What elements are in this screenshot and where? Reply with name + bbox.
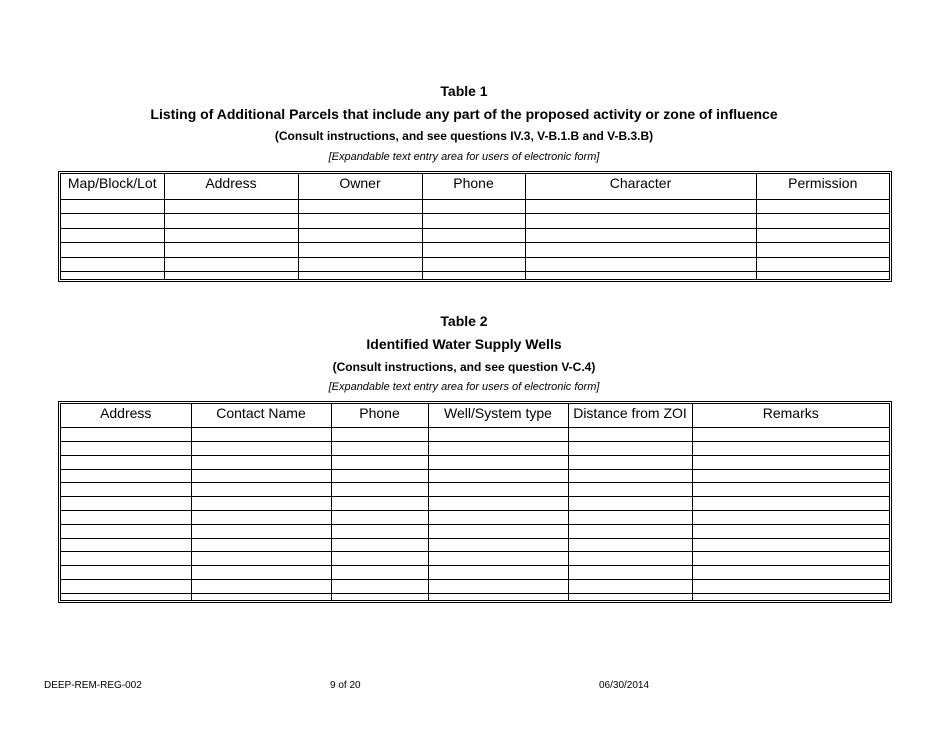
table1-cell[interactable]: [525, 214, 756, 229]
table2-cell[interactable]: [428, 538, 568, 552]
table1-row: [61, 192, 889, 199]
table2-cell[interactable]: [428, 469, 568, 483]
table1-row: [61, 214, 889, 229]
table1-cell[interactable]: [756, 192, 889, 199]
table2-row: [61, 566, 889, 580]
table2-cell[interactable]: [568, 593, 692, 600]
table2-cell[interactable]: [61, 455, 191, 469]
table1-cell[interactable]: [422, 192, 525, 199]
table1-subtitle: (Consult instructions, and see questions IV.3, V-B.1.B and V-B.3.B): [274, 129, 654, 143]
table2-cell[interactable]: [191, 593, 331, 600]
table2-cell[interactable]: [61, 510, 191, 524]
table2-row: [61, 442, 889, 456]
table1-cell[interactable]: [298, 257, 422, 272]
table2-cell[interactable]: [331, 552, 428, 566]
table2-row: [61, 510, 889, 524]
table2-row: [61, 428, 889, 442]
table1-row: [61, 257, 889, 272]
table1-cell[interactable]: [298, 228, 422, 243]
table2-cell[interactable]: [331, 579, 428, 593]
table1-cell[interactable]: [422, 228, 525, 243]
table2-cell[interactable]: [692, 552, 889, 566]
table2-cell[interactable]: [692, 566, 889, 580]
table2-cell[interactable]: [191, 421, 331, 428]
table1-row: [61, 228, 889, 243]
table2-cell[interactable]: [692, 428, 889, 442]
table2-cell[interactable]: [61, 524, 191, 538]
table1-cell[interactable]: [298, 272, 422, 279]
table2-cell[interactable]: [692, 483, 889, 497]
table2-cell[interactable]: [331, 593, 428, 600]
table1-cell[interactable]: [61, 243, 164, 258]
table2-cell[interactable]: [331, 524, 428, 538]
table1-cell[interactable]: [164, 257, 298, 272]
table2-col-well-system-type: Well/System type: [428, 404, 568, 421]
table1-row: [61, 243, 889, 258]
table1-col-address: Address: [164, 174, 298, 192]
table2-row: [61, 455, 889, 469]
table1-col-phone: Phone: [422, 174, 525, 192]
table2-water-wells: [58, 401, 892, 603]
table1-cell[interactable]: [422, 243, 525, 258]
table2-row: [61, 538, 889, 552]
table1-col-permission: Permission: [756, 174, 889, 192]
table2-number: Table 2: [440, 313, 488, 329]
table1-cell[interactable]: [61, 228, 164, 243]
table1-cell[interactable]: [525, 192, 756, 199]
table2-cell[interactable]: [191, 566, 331, 580]
table2-note: [Expandable text entry area for users of electronic form]: [328, 381, 600, 393]
table2-cell[interactable]: [692, 442, 889, 456]
table2-cell[interactable]: [568, 524, 692, 538]
table2-cell[interactable]: [191, 579, 331, 593]
footer-form-id: DEEP-REM-REG-002: [44, 680, 142, 691]
table1-cell[interactable]: [525, 272, 756, 279]
table2-cell[interactable]: [191, 510, 331, 524]
table2-cell[interactable]: [692, 538, 889, 552]
table2-cell[interactable]: [331, 421, 428, 428]
table2-cell[interactable]: [568, 538, 692, 552]
table2-col-remarks: Remarks: [692, 404, 889, 421]
table2-cell[interactable]: [568, 421, 692, 428]
table2-cell[interactable]: [331, 442, 428, 456]
table2-row: [61, 593, 889, 600]
table1-cell[interactable]: [164, 272, 298, 279]
table1-cell[interactable]: [61, 257, 164, 272]
table2-cell[interactable]: [61, 497, 191, 511]
table2-cell[interactable]: [331, 510, 428, 524]
table2-row: [61, 497, 889, 511]
table1-cell[interactable]: [756, 243, 889, 258]
table2-cell[interactable]: [428, 455, 568, 469]
table1-cell[interactable]: [756, 272, 889, 279]
table2-cell[interactable]: [692, 524, 889, 538]
table1-cell[interactable]: [422, 272, 525, 279]
table2-cell[interactable]: [568, 442, 692, 456]
table2-cell[interactable]: [331, 497, 428, 511]
table1-cell[interactable]: [422, 199, 525, 214]
table2-cell[interactable]: [61, 579, 191, 593]
table2-cell[interactable]: [568, 483, 692, 497]
table2-cell[interactable]: [191, 552, 331, 566]
table2-cell[interactable]: [191, 483, 331, 497]
table2-col-distance-from-zoi: Distance from ZOI: [568, 404, 692, 421]
table1-cell[interactable]: [61, 272, 164, 279]
table1-cell[interactable]: [61, 192, 164, 199]
table1-col-character: Character: [525, 174, 756, 192]
table1-note: [Expandable text entry area for users of electronic form]: [328, 151, 600, 163]
table2-row: [61, 524, 889, 538]
table2-cell[interactable]: [428, 566, 568, 580]
table2-cell[interactable]: [331, 428, 428, 442]
table2-cell[interactable]: [692, 421, 889, 428]
footer-date: 06/30/2014: [599, 680, 650, 691]
table2-cell[interactable]: [191, 469, 331, 483]
table2-cell[interactable]: [568, 566, 692, 580]
table2-cell[interactable]: [692, 455, 889, 469]
table2-title: Identified Water Supply Wells: [366, 336, 562, 352]
table2-cell[interactable]: [191, 538, 331, 552]
table2-cell[interactable]: [331, 566, 428, 580]
table2-cell[interactable]: [428, 524, 568, 538]
table2-cell[interactable]: [61, 552, 191, 566]
table1-cell[interactable]: [756, 257, 889, 272]
table1-cell[interactable]: [298, 192, 422, 199]
table2-cell[interactable]: [191, 524, 331, 538]
table2-cell[interactable]: [428, 483, 568, 497]
table1-cell[interactable]: [422, 214, 525, 229]
table2-cell[interactable]: [568, 510, 692, 524]
table2-cell[interactable]: [428, 442, 568, 456]
table2-col-phone: Phone: [331, 404, 428, 421]
table2-cell[interactable]: [331, 483, 428, 497]
table2-cell[interactable]: [428, 428, 568, 442]
table1-row: [61, 272, 889, 279]
table2-row: [61, 552, 889, 566]
table2-cell[interactable]: [428, 579, 568, 593]
table1-cell[interactable]: [756, 214, 889, 229]
table1-col-owner: Owner: [298, 174, 422, 192]
table1-cell[interactable]: [164, 199, 298, 214]
footer-page-number: 9 of 20: [330, 680, 361, 691]
table1-row: [61, 199, 889, 214]
table1-cell[interactable]: [525, 199, 756, 214]
table2-row: [61, 421, 889, 428]
table1-cell[interactable]: [422, 257, 525, 272]
table2-cell[interactable]: [428, 552, 568, 566]
table2-cell[interactable]: [61, 538, 191, 552]
table1-title: Listing of Additional Parcels that include any part of the proposed activity or zone of influence: [150, 106, 778, 122]
table2-cell[interactable]: [692, 469, 889, 483]
table1-cell[interactable]: [525, 257, 756, 272]
table2-cell[interactable]: [331, 455, 428, 469]
table2-cell[interactable]: [191, 497, 331, 511]
table1-cell[interactable]: [298, 214, 422, 229]
table2-col-contact-name: Contact Name: [191, 404, 331, 421]
table1-cell[interactable]: [525, 243, 756, 258]
table2-cell[interactable]: [568, 428, 692, 442]
table2-cell[interactable]: [61, 483, 191, 497]
table2-cell[interactable]: [428, 421, 568, 428]
table1-cell[interactable]: [164, 192, 298, 199]
table2-cell[interactable]: [568, 579, 692, 593]
table2-cell[interactable]: [61, 469, 191, 483]
table2-cell[interactable]: [692, 510, 889, 524]
table2-cell[interactable]: [191, 442, 331, 456]
table2-cell[interactable]: [568, 455, 692, 469]
table2-cell[interactable]: [568, 552, 692, 566]
table2-cell[interactable]: [568, 497, 692, 511]
table1-number: Table 1: [440, 83, 488, 99]
table2-cell[interactable]: [331, 469, 428, 483]
table2-cell[interactable]: [191, 455, 331, 469]
table2-cell[interactable]: [61, 442, 191, 456]
table1-cell[interactable]: [61, 214, 164, 229]
table1-cell[interactable]: [756, 199, 889, 214]
table1-cell[interactable]: [61, 199, 164, 214]
table2-cell[interactable]: [61, 428, 191, 442]
table2-cell[interactable]: [61, 566, 191, 580]
table2-cell[interactable]: [568, 469, 692, 483]
table2-subtitle: (Consult instructions, and see question V-C.4): [332, 360, 596, 374]
table1-cell[interactable]: [298, 243, 422, 258]
table1-col-map-block-lot: Map/Block/Lot: [61, 174, 164, 192]
table2-row: [61, 483, 889, 497]
table1-cell[interactable]: [164, 214, 298, 229]
table2-row: [61, 579, 889, 593]
table2-cell[interactable]: [61, 593, 191, 600]
table1-cell[interactable]: [298, 199, 422, 214]
table2-cell[interactable]: [692, 579, 889, 593]
table2-cell[interactable]: [428, 510, 568, 524]
table1-cell[interactable]: [525, 228, 756, 243]
table2-cell[interactable]: [428, 497, 568, 511]
table2-cell[interactable]: [61, 421, 191, 428]
table1-cell[interactable]: [164, 228, 298, 243]
table2-cell[interactable]: [692, 497, 889, 511]
table1-cell[interactable]: [164, 243, 298, 258]
table2-cell[interactable]: [428, 593, 568, 600]
table2-cell[interactable]: [331, 538, 428, 552]
table2-row: [61, 469, 889, 483]
table2-cell[interactable]: [191, 428, 331, 442]
table1-parcels: [58, 171, 892, 282]
table1-cell[interactable]: [756, 228, 889, 243]
table2-col-address: Address: [61, 404, 191, 421]
table2-cell[interactable]: [692, 593, 889, 600]
